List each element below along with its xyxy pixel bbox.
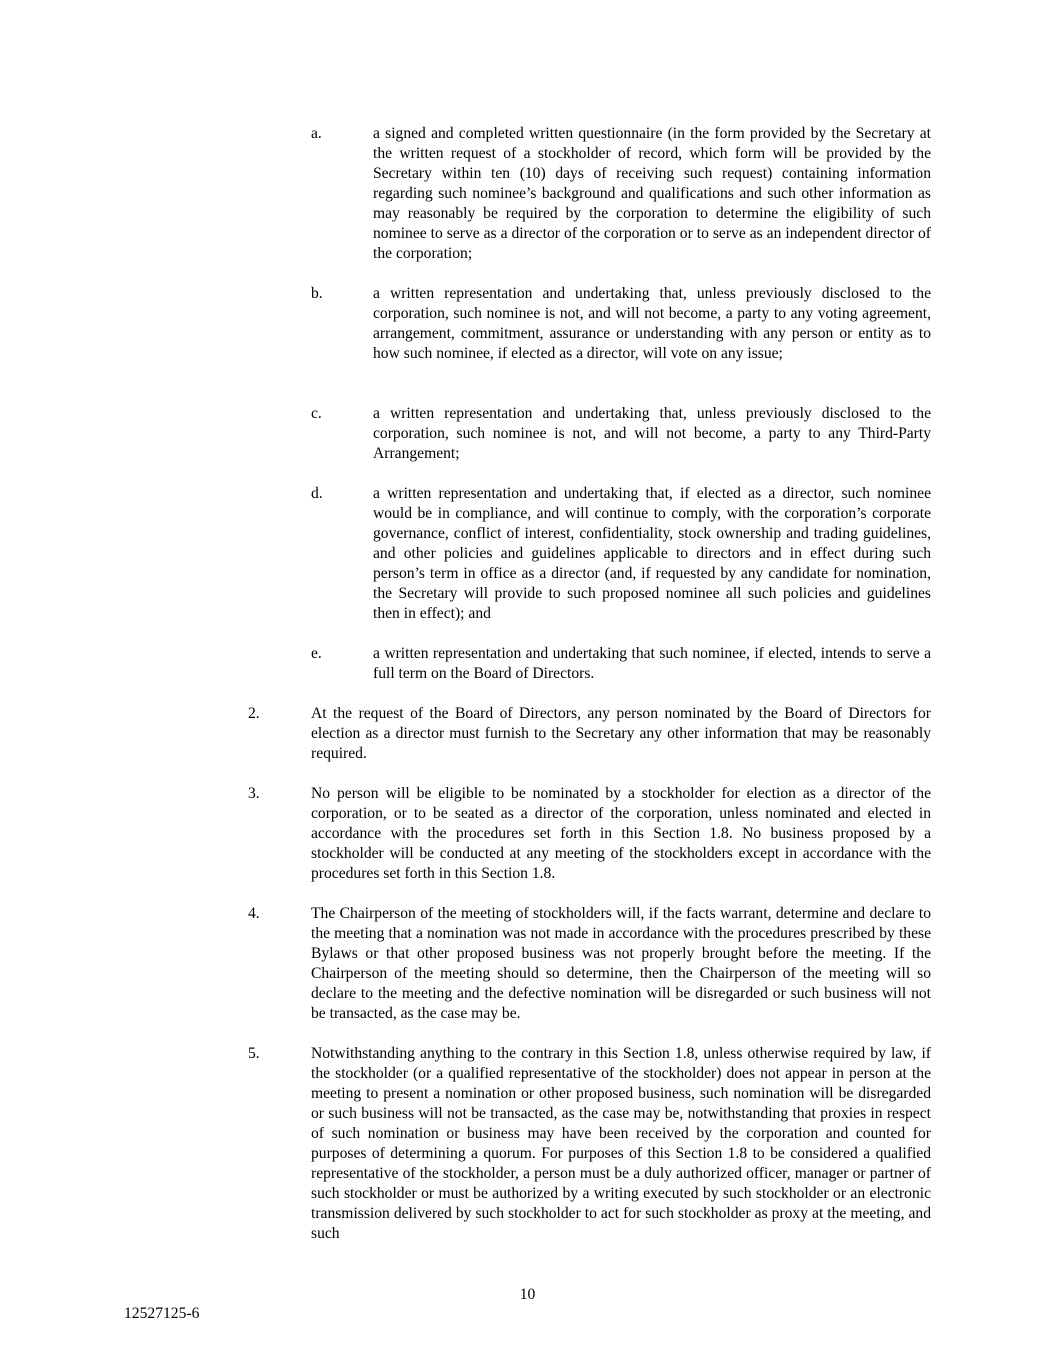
sub-item-text: a written representation and undertaking that such nominee, if elected, intends to serve a full term on the Board of Directors.	[373, 645, 931, 682]
sub-item-marker: c.	[311, 405, 322, 422]
item-number: 3.	[248, 785, 260, 802]
item-text: No person will be eligible to be nominated by a stockholder for election as a director of the corporation, or to be seated as a director of the corporation, unless nominated and elected in accordance with the procedures set forth in this Section 1.8. No business proposed by a stockholder will be conducted at any meeting of the stockholders except in accordance with the procedures set forth in this Section 1.8.	[311, 785, 931, 882]
sub-item-marker: e.	[311, 645, 322, 662]
item-text: At the request of the Board of Directors, any person nominated by the Board of Directors for election as a director must furnish to the Secretary any other information that may be reasonably required.	[311, 705, 931, 762]
sub-item-marker: d.	[311, 485, 323, 502]
sub-item-text: a written representation and undertaking that, if elected as a director, such nominee would be in compliance, and will continue to comply, with the corporation’s corporate governance, conflict of interest, confidentiality, stock ownership and trading guidelines, and other policies and guidelines applicable to directors and in effect during such person’s term in office as a director (and, if requested by any candidate for nomination, the Secretary will provide to such proposed nominee all such policies and guidelines then in effect); and	[373, 485, 931, 622]
item-number: 4.	[248, 905, 260, 922]
item-text: The Chairperson of the meeting of stockholders will, if the facts warrant, determine and declare to the meeting that a nomination was not made in accordance with the procedures prescribed by these Bylaws or that other proposed business was not properly brought before the meeting. If the Chairperson of the meeting should so determine, then the Chairperson of the meeting will so declare to the meeting and the defective nomination will be disregarded or such business will not be transacted, as the case may be.	[311, 905, 931, 1022]
document-id: 12527125-6	[124, 1305, 200, 1322]
sub-item-text: a written representation and undertaking that, unless previously disclosed to the corporation, such nominee is not, and will not become, a party to any Third-Party Arrangement;	[373, 405, 931, 462]
item-number: 2.	[248, 705, 260, 722]
sub-item-marker: a.	[311, 125, 322, 142]
item-text: Notwithstanding anything to the contrary in this Section 1.8, unless otherwise required by law, if the stockholder (or a qualified representative of the stockholder) does not appear in person at the meeting to present a nomination or other proposed business, such nomination will be disregarded or such business will not be transacted, as the case may be, notwithstanding that proxies in respect of such nomination or business may have been received by the corporation and counted for purposes of determining a quorum. For purposes of this Section 1.8 to be considered a qualified representative of the stockholder, a person must be a duly authorized officer, manager or partner of such stockholder or must be authorized by a writing executed by such stockholder or an electronic transmission delivered by such stockholder to act for such stockholder as proxy at the meeting, and such	[311, 1045, 931, 1242]
sub-item-text: a signed and completed written questionnaire (in the form provided by the Secretary at the written request of a stockholder of record, which form will be provided by the Secretary within ten (10) days of receiving such request) containing information regarding such nominee’s background and qualifications and such other information as may reasonably be required by the corporation to determine the eligibility of such nominee to serve as a director of the corporation or to serve as an independent director of the corporation;	[373, 125, 931, 262]
sub-item-marker: b.	[311, 285, 323, 302]
page-number: 10	[519, 1286, 536, 1303]
sub-item-text: a written representation and undertaking that, unless previously disclosed to the corporation, such nominee is not, and will not become, a party to any voting agreement, arrangement, commitment, assurance or understanding with any person or entity as to how such nominee, if elected as a director, will vote on any issue;	[373, 285, 931, 362]
item-number: 5.	[248, 1045, 260, 1062]
